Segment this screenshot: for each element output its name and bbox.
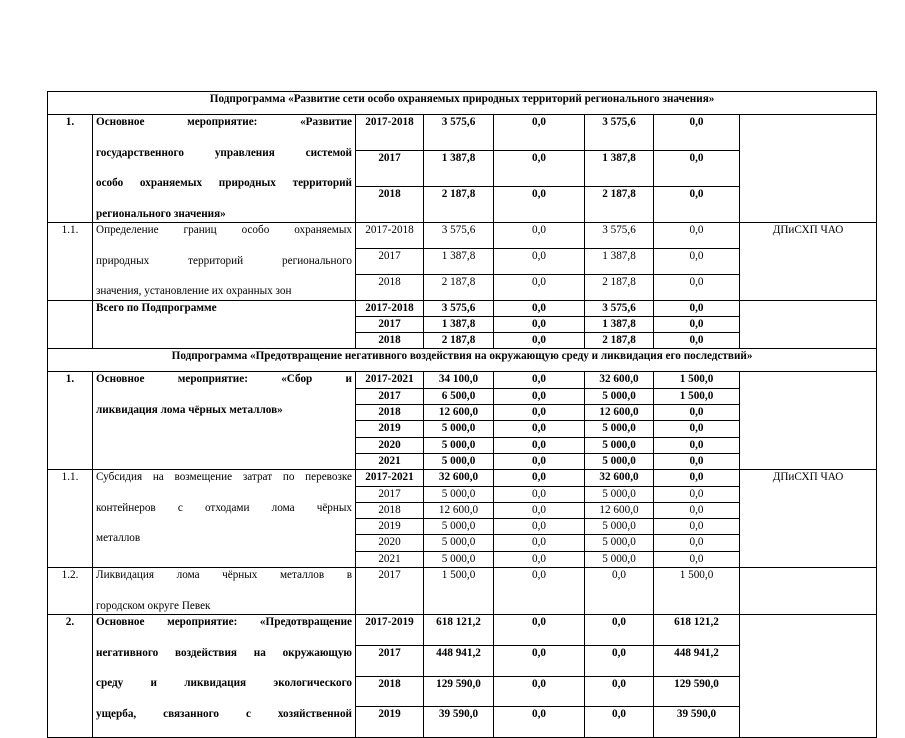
amount-cell: 5 000,0 xyxy=(424,486,494,502)
period-cell: 2017 xyxy=(356,568,424,615)
row-number: 2. xyxy=(48,614,93,737)
activity-name xyxy=(93,614,356,737)
amount-cell: 12 600,0 xyxy=(424,405,494,421)
amount-cell: 1 387,8 xyxy=(585,248,654,274)
period-cell: 2017-2018 xyxy=(356,115,424,151)
activity-name-line: ущерба, связанного с хозяйственной xyxy=(96,707,352,720)
amount-cell: 12 600,0 xyxy=(585,405,654,421)
table-row xyxy=(48,372,877,388)
amount-cell: 0,0 xyxy=(654,437,740,453)
amount-cell: 5 000,0 xyxy=(585,486,654,502)
amount-cell: 0,0 xyxy=(494,614,585,645)
activity-name-line: значения, установление их охранных зон xyxy=(96,285,292,298)
amount-cell: 0,0 xyxy=(494,437,585,453)
amount-cell: 0,0 xyxy=(654,405,740,421)
activity-name-line: ликвидация лома чёрных металлов» xyxy=(96,404,283,417)
amount-cell: 39 590,0 xyxy=(654,707,740,738)
activity-name-line: регионального значения» xyxy=(96,207,226,220)
amount-cell: 5 000,0 xyxy=(585,388,654,404)
row-number: 1.1. xyxy=(48,223,93,300)
responsible-executor xyxy=(740,614,877,737)
amount-cell: 0,0 xyxy=(494,519,585,535)
amount-cell: 0,0 xyxy=(494,707,585,738)
amount-cell: 3 575,6 xyxy=(424,300,494,316)
amount-cell: 0,0 xyxy=(494,645,585,676)
amount-cell: 0,0 xyxy=(654,502,740,518)
activity-name-line: негативного воздействия на окружающую xyxy=(96,646,352,659)
amount-cell: 0,0 xyxy=(494,676,585,707)
activity-name xyxy=(93,470,356,568)
amount-cell: 0,0 xyxy=(654,470,740,486)
amount-cell: 3 575,6 xyxy=(424,115,494,151)
amount-cell: 0,0 xyxy=(654,519,740,535)
period-cell: 2021 xyxy=(356,551,424,567)
amount-cell: 2 187,8 xyxy=(424,187,494,223)
amount-cell: 3 575,6 xyxy=(424,223,494,249)
amount-cell: 0,0 xyxy=(585,707,654,738)
responsible-executor xyxy=(740,115,877,223)
amount-cell: 5 000,0 xyxy=(424,535,494,551)
amount-cell: 34 100,0 xyxy=(424,372,494,388)
period-cell: 2019 xyxy=(356,421,424,437)
amount-cell: 0,0 xyxy=(654,223,740,249)
amount-cell: 0,0 xyxy=(654,535,740,551)
activity-name xyxy=(93,568,356,615)
amount-cell: 5 000,0 xyxy=(585,519,654,535)
table-body xyxy=(48,92,877,738)
amount-cell: 2 187,8 xyxy=(424,274,494,300)
period-cell: 2018 xyxy=(356,502,424,518)
amount-cell: 0,0 xyxy=(654,300,740,316)
period-cell: 2019 xyxy=(356,519,424,535)
period-cell: 2017-2019 xyxy=(356,614,424,645)
activity-name-line: Субсидия на возмещение затрат по перевозке xyxy=(96,471,352,484)
amount-cell: 5 000,0 xyxy=(424,453,494,469)
activity-name-line: контейнеров с отходами лома чёрных xyxy=(96,501,352,514)
activity-name xyxy=(93,372,356,470)
amount-cell: 129 590,0 xyxy=(424,676,494,707)
activity-name-line: природных территорий регионального xyxy=(96,254,352,267)
period-cell: 2017 xyxy=(356,388,424,404)
amount-cell: 0,0 xyxy=(654,333,740,349)
amount-cell: 5 000,0 xyxy=(585,535,654,551)
amount-cell: 5 000,0 xyxy=(585,453,654,469)
responsible-executor xyxy=(740,300,877,349)
amount-cell: 0,0 xyxy=(654,274,740,300)
period-cell: 2017 xyxy=(356,645,424,676)
amount-cell: 0,0 xyxy=(654,115,740,151)
amount-cell: 1 500,0 xyxy=(424,568,494,615)
amount-cell: 5 000,0 xyxy=(424,519,494,535)
activity-name-line: Ликвидация лома чёрных металлов в xyxy=(96,569,352,582)
amount-cell: 0,0 xyxy=(494,470,585,486)
amount-cell: 32 600,0 xyxy=(585,372,654,388)
amount-cell: 1 387,8 xyxy=(424,316,494,332)
amount-cell: 448 941,2 xyxy=(654,645,740,676)
amount-cell: 618 121,2 xyxy=(654,614,740,645)
table-row xyxy=(48,470,877,486)
amount-cell: 0,0 xyxy=(585,614,654,645)
period-cell: 2017 xyxy=(356,151,424,187)
activity-name-line: Основное мероприятие: «Развитие xyxy=(96,116,352,128)
activity-name-line: особо охраняемых природных территорий xyxy=(96,177,352,190)
table-row xyxy=(48,223,877,249)
period-cell: 2017-2021 xyxy=(356,372,424,388)
amount-cell: 0,0 xyxy=(585,645,654,676)
amount-cell: 1 387,8 xyxy=(585,151,654,187)
amount-cell: 6 500,0 xyxy=(424,388,494,404)
section-title: Подпрограмма «Предотвращение негативного воздействия на окружающую среду и ликвидация его последствий» xyxy=(48,349,877,372)
amount-cell: 0,0 xyxy=(494,405,585,421)
period-cell: 2017-2018 xyxy=(356,300,424,316)
responsible-executor: ДПиСХП ЧАО xyxy=(740,470,877,568)
amount-cell: 5 000,0 xyxy=(585,437,654,453)
period-cell: 2018 xyxy=(356,274,424,300)
amount-cell: 3 575,6 xyxy=(585,223,654,249)
amount-cell: 0,0 xyxy=(494,535,585,551)
amount-cell: 0,0 xyxy=(654,453,740,469)
amount-cell: 0,0 xyxy=(494,453,585,469)
amount-cell: 3 575,6 xyxy=(585,300,654,316)
amount-cell: 0,0 xyxy=(494,486,585,502)
amount-cell: 0,0 xyxy=(494,333,585,349)
period-cell: 2017-2018 xyxy=(356,223,424,249)
period-cell: 2017 xyxy=(356,486,424,502)
amount-cell: 0,0 xyxy=(494,274,585,300)
amount-cell: 3 575,6 xyxy=(585,115,654,151)
amount-cell: 0,0 xyxy=(654,151,740,187)
activity-name-line: металлов xyxy=(96,532,141,545)
table-row xyxy=(48,614,877,645)
amount-cell: 2 187,8 xyxy=(585,187,654,223)
period-cell: 2018 xyxy=(356,676,424,707)
activity-name-line: Основное мероприятие: «Сбор и xyxy=(96,373,352,386)
period-cell: 2021 xyxy=(356,453,424,469)
period-cell: 2018 xyxy=(356,187,424,223)
amount-cell: 2 187,8 xyxy=(424,333,494,349)
amount-cell: 0,0 xyxy=(654,248,740,274)
activity-name-line: Определение границ особо охраняемых xyxy=(96,224,352,237)
amount-cell: 32 600,0 xyxy=(424,470,494,486)
amount-cell: 5 000,0 xyxy=(585,421,654,437)
amount-cell: 0,0 xyxy=(494,568,585,615)
table-row xyxy=(48,115,877,151)
amount-cell: 5 000,0 xyxy=(424,551,494,567)
amount-cell: 5 000,0 xyxy=(424,421,494,437)
period-cell: 2018 xyxy=(356,405,424,421)
amount-cell: 618 121,2 xyxy=(424,614,494,645)
amount-cell: 0,0 xyxy=(494,248,585,274)
amount-cell: 1 387,8 xyxy=(424,151,494,187)
period-cell: 2018 xyxy=(356,333,424,349)
amount-cell: 5 000,0 xyxy=(424,437,494,453)
period-cell: 2017-2021 xyxy=(356,470,424,486)
amount-cell: 0,0 xyxy=(654,486,740,502)
responsible-executor: ДПиСХП ЧАО xyxy=(740,223,877,300)
amount-cell: 5 000,0 xyxy=(585,551,654,567)
amount-cell: 1 387,8 xyxy=(424,248,494,274)
responsible-executor xyxy=(740,372,877,470)
amount-cell: 0,0 xyxy=(494,551,585,567)
program-budget-table xyxy=(47,91,877,738)
amount-cell: 2 187,8 xyxy=(585,274,654,300)
amount-cell: 1 500,0 xyxy=(654,372,740,388)
amount-cell: 0,0 xyxy=(585,568,654,615)
table-row xyxy=(48,568,877,615)
amount-cell: 32 600,0 xyxy=(585,470,654,486)
amount-cell: 0,0 xyxy=(494,151,585,187)
activity-name xyxy=(93,115,356,223)
amount-cell: 129 590,0 xyxy=(654,676,740,707)
amount-cell: 12 600,0 xyxy=(585,502,654,518)
amount-cell: 0,0 xyxy=(654,421,740,437)
amount-cell: 1 387,8 xyxy=(585,316,654,332)
period-cell: 2020 xyxy=(356,437,424,453)
amount-cell: 0,0 xyxy=(654,316,740,332)
amount-cell: 448 941,2 xyxy=(424,645,494,676)
activity-name-line: Основное мероприятие: «Предотвращение xyxy=(96,615,352,628)
section-title: Подпрограмма «Развитие сети особо охраняемых природных территорий регионального значения» xyxy=(48,92,877,115)
amount-cell: 0,0 xyxy=(494,502,585,518)
activity-name xyxy=(93,223,356,300)
row-number: 1.1. xyxy=(48,470,93,568)
amount-cell: 12 600,0 xyxy=(424,502,494,518)
amount-cell: 0,0 xyxy=(494,388,585,404)
section-title-row xyxy=(48,349,877,372)
activity-name-line: государственного управления системой xyxy=(96,146,352,159)
amount-cell: 39 590,0 xyxy=(424,707,494,738)
amount-cell: 0,0 xyxy=(654,551,740,567)
period-cell: 2019 xyxy=(356,707,424,738)
activity-name-line: Всего по Подпрограмме xyxy=(96,301,217,314)
amount-cell: 1 500,0 xyxy=(654,568,740,615)
amount-cell: 0,0 xyxy=(494,421,585,437)
activity-name-line: городском округе Певек xyxy=(96,599,211,612)
amount-cell: 2 187,8 xyxy=(585,333,654,349)
period-cell: 2017 xyxy=(356,248,424,274)
amount-cell: 0,0 xyxy=(654,187,740,223)
row-number: 1.2. xyxy=(48,568,93,615)
row-number xyxy=(48,300,93,349)
period-cell: 2017 xyxy=(356,316,424,332)
row-number: 1. xyxy=(48,115,93,223)
amount-cell: 0,0 xyxy=(494,372,585,388)
amount-cell: 0,0 xyxy=(494,316,585,332)
amount-cell: 0,0 xyxy=(494,187,585,223)
section-title-row xyxy=(48,92,877,115)
amount-cell: 0,0 xyxy=(585,676,654,707)
row-number: 1. xyxy=(48,372,93,470)
activity-name xyxy=(93,300,356,349)
amount-cell: 0,0 xyxy=(494,223,585,249)
responsible-executor xyxy=(740,568,877,615)
period-cell: 2020 xyxy=(356,535,424,551)
amount-cell: 0,0 xyxy=(494,300,585,316)
amount-cell: 0,0 xyxy=(494,115,585,151)
activity-name-line: среду и ликвидация экологического xyxy=(96,677,352,690)
amount-cell: 1 500,0 xyxy=(654,388,740,404)
table-row xyxy=(48,300,877,316)
